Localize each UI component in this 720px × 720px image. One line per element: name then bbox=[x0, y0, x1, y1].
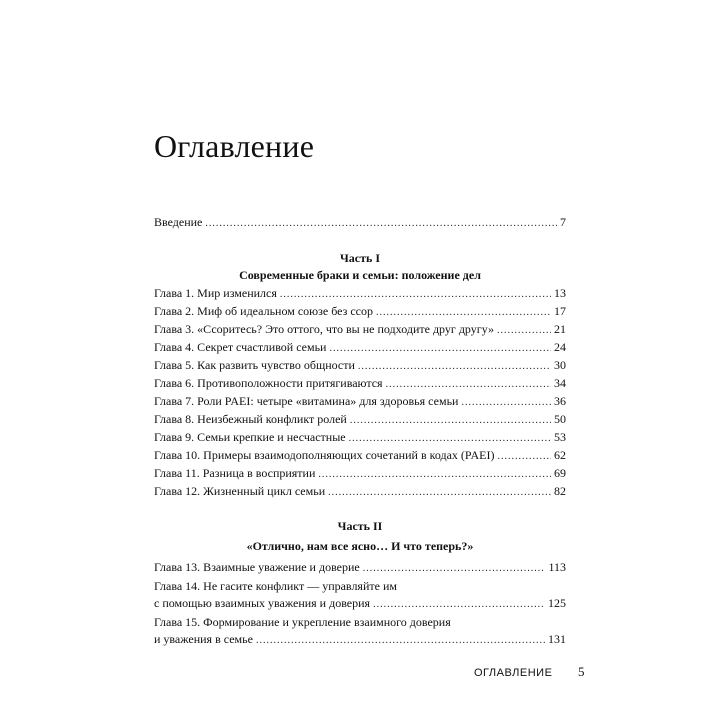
toc-entry bbox=[154, 356, 566, 374]
entry-page: 62 bbox=[554, 448, 566, 462]
entry-page: 131 bbox=[548, 632, 566, 646]
toc-entry bbox=[154, 284, 566, 302]
running-footer: ОГЛАВЛЕНИЕ bbox=[474, 667, 553, 679]
entry-label: Глава 13. Взаимные уважение и доверие bbox=[154, 560, 360, 574]
dot-leader bbox=[318, 466, 551, 484]
dot-leader bbox=[461, 394, 551, 412]
toc-intro bbox=[154, 213, 566, 231]
toc-entry bbox=[154, 410, 566, 428]
dot-leader bbox=[497, 322, 551, 340]
dot-leader bbox=[350, 412, 551, 430]
entry-page: 34 bbox=[554, 376, 566, 390]
entry-page: 82 bbox=[554, 484, 566, 498]
entry-page: 24 bbox=[554, 340, 566, 354]
entry-page: 53 bbox=[554, 430, 566, 444]
dot-leader bbox=[358, 358, 551, 376]
part-subtitle: Современные браки и семьи: положение дел bbox=[239, 268, 481, 282]
dot-leader bbox=[363, 560, 546, 578]
entry-label: Глава 2. Миф об идеальном союзе без ссор bbox=[154, 304, 374, 318]
toc-part-2 bbox=[154, 518, 566, 648]
toc-entry bbox=[154, 374, 566, 392]
entry-label: Глава 11. Разница в восприятии bbox=[154, 466, 316, 480]
toc-entry bbox=[154, 464, 566, 482]
toc-entry bbox=[154, 614, 566, 648]
part-subtitle: «Отлично, нам все ясно… И что теперь?» bbox=[246, 539, 474, 553]
entry-label-line-1: Глава 14. Не гасите конфликт — управляйте им bbox=[154, 579, 397, 593]
entry-page: 7 bbox=[560, 215, 566, 229]
entry-page: 30 bbox=[554, 358, 566, 372]
page-number: 5 bbox=[578, 664, 585, 679]
toc-entry bbox=[154, 338, 566, 356]
dot-leader bbox=[328, 484, 551, 502]
toc-entry bbox=[154, 428, 566, 446]
entry-page: 69 bbox=[554, 466, 566, 480]
part-title: Часть I bbox=[339, 251, 381, 265]
toc-entry bbox=[154, 392, 566, 410]
entry-page: 125 bbox=[548, 596, 566, 610]
toc-entry bbox=[154, 482, 566, 500]
entry-label: Глава 6. Противоположности притягиваются bbox=[154, 376, 383, 390]
entry-label: Глава 3. «Ссоритесь? Это оттого, что вы не подходите друг другу» bbox=[154, 322, 494, 336]
entry-page: 13 bbox=[554, 286, 566, 300]
entry-label-line-2: с помощью взаимных уважения и доверия bbox=[154, 596, 371, 610]
entry-label: Глава 8. Неизбежный конфликт ролей bbox=[154, 412, 347, 426]
entry-page: 36 bbox=[554, 394, 566, 408]
toc-part-1 bbox=[154, 250, 566, 500]
entry-page: 21 bbox=[554, 322, 566, 336]
toc-entry bbox=[154, 558, 566, 576]
dot-leader bbox=[329, 340, 551, 358]
toc-entry bbox=[154, 578, 566, 612]
page-title: Оглавление bbox=[154, 128, 315, 164]
toc-entry bbox=[154, 213, 566, 231]
toc-entry bbox=[154, 320, 566, 338]
entry-label-line-2: и уважения в семье bbox=[154, 632, 253, 646]
entry-label: Введение bbox=[154, 215, 203, 229]
toc-entry bbox=[154, 446, 566, 464]
entry-label: Глава 4. Секрет счастливой семьи bbox=[154, 340, 327, 354]
entry-label-line-1: Глава 15. Формирование и укрепление взаимного доверия bbox=[154, 615, 451, 629]
entry-label: Глава 12. Жизненный цикл семьи bbox=[154, 484, 326, 498]
entry-label: Глава 1. Мир изменился bbox=[154, 286, 277, 300]
entry-page: 17 bbox=[554, 304, 566, 318]
entry-label: Глава 9. Семьи крепкие и несчастные bbox=[154, 430, 346, 444]
toc-entry bbox=[154, 302, 566, 320]
entry-label: Глава 5. Как развить чувство общности bbox=[154, 358, 355, 372]
chapter-list bbox=[154, 284, 566, 500]
dot-leader bbox=[256, 632, 545, 650]
dot-leader bbox=[497, 448, 551, 466]
dot-leader bbox=[373, 596, 545, 614]
entry-page: 113 bbox=[548, 560, 566, 574]
part-title: Часть II bbox=[337, 519, 383, 533]
dot-leader bbox=[205, 215, 557, 233]
entry-label: Глава 10. Примеры взаимодополняющих сочетаний в кодах (PAEI) bbox=[154, 448, 495, 462]
entry-page: 50 bbox=[554, 412, 566, 426]
entry-label: Глава 7. Роли PAEI: четыре «витамина» для здоровья семьи bbox=[154, 394, 459, 408]
